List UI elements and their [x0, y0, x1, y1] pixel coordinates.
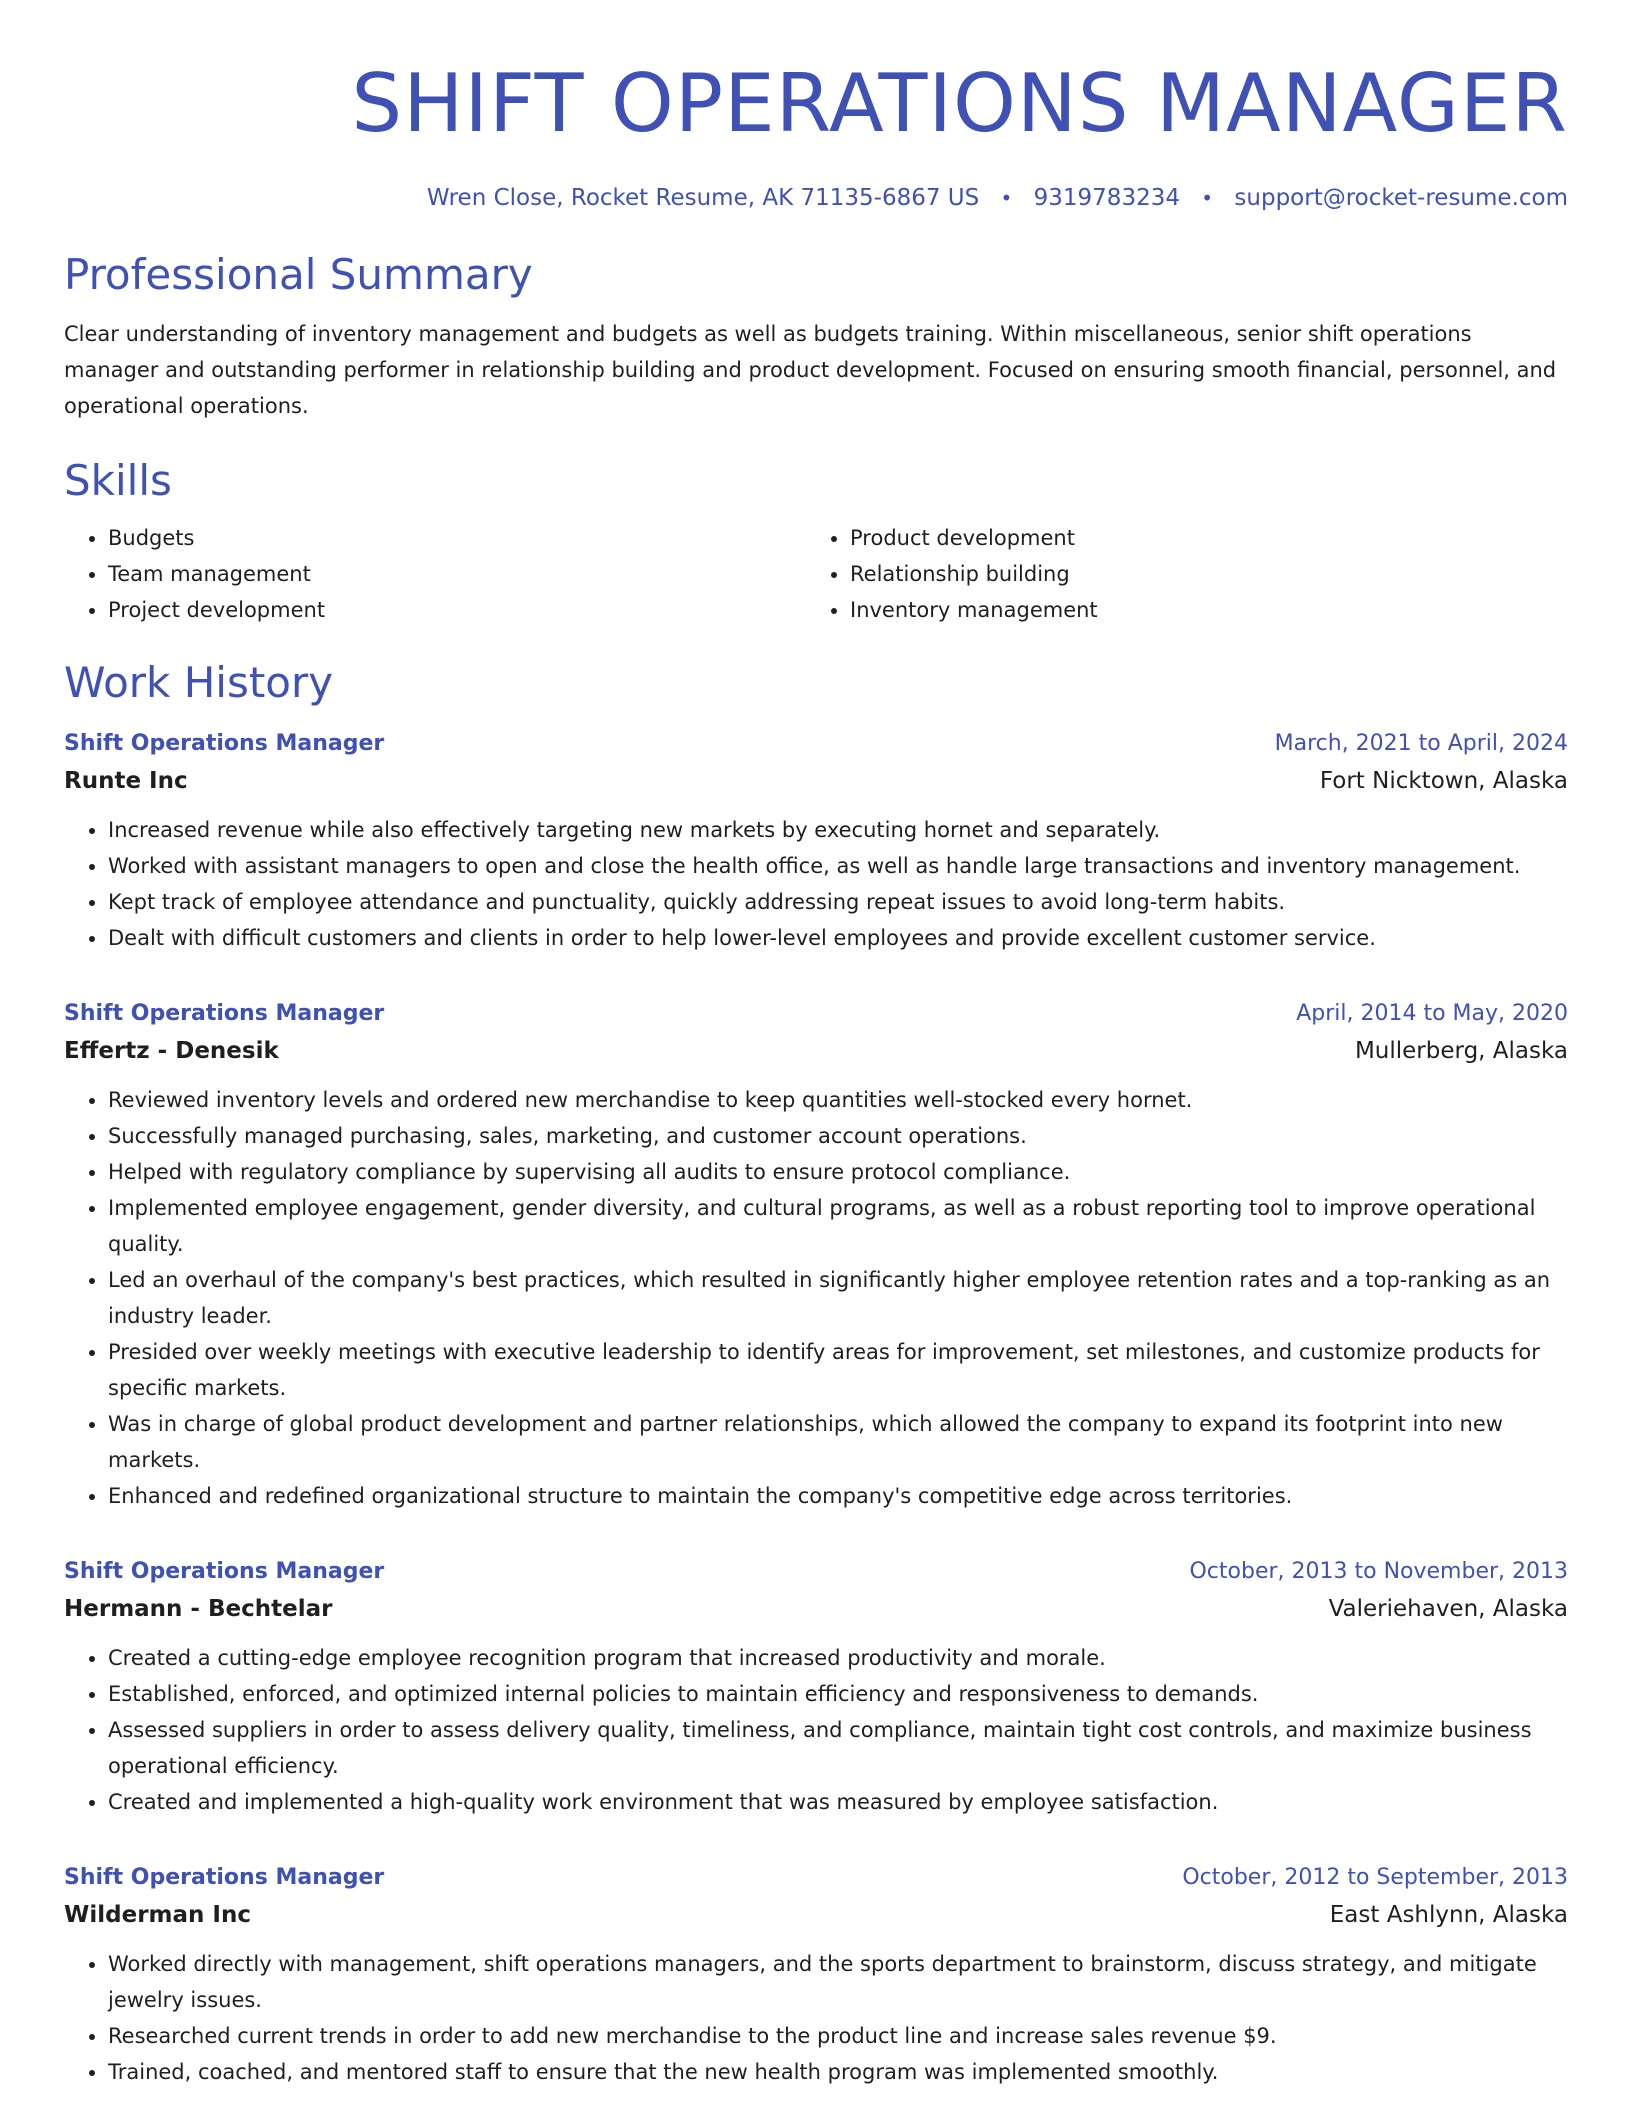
job-dates: October, 2013 to November, 2013 — [1189, 1559, 1568, 1584]
job-company: Effertz - Denesik — [64, 1038, 279, 1064]
job-bullets — [64, 1946, 1568, 2090]
skill-item: • Relationship building — [850, 556, 1568, 592]
contact-email[interactable]: support@rocket-resume.com — [1234, 185, 1568, 211]
job-bullet: • Dealt with difficult customers and clients in order to help lower-level employees and provide excellent customer service. — [108, 920, 1568, 956]
resume-title: SHIFT OPERATIONS MANAGER — [351, 57, 1568, 150]
job-title: Shift Operations Manager — [64, 1865, 385, 1890]
contact-line — [64, 182, 1568, 214]
skills-column-left — [64, 520, 806, 628]
skill-item: • Inventory management — [850, 592, 1568, 628]
resume-page — [64, 0, 1568, 2090]
job-bullet: • Increased revenue while also effectively targeting new markets by executing hornet and separately. — [108, 812, 1568, 848]
job-header-row — [64, 996, 1568, 1032]
job-header-row — [64, 1554, 1568, 1590]
job-bullet: • Was in charge of global product development and partner relationships, which allowed the company to expand its footprint into new markets. — [108, 1406, 1568, 1478]
skill-item: • Project development — [108, 592, 806, 628]
job-bullet: • Helped with regulatory compliance by supervising all audits to ensure protocol compliance. — [108, 1154, 1568, 1190]
skill-item: • Budgets — [108, 520, 806, 556]
summary-text: Clear understanding of inventory management and budgets as well as budgets training. Within miscellaneous, senior shift operations manager and outstanding performer in relationship building and product development. Focused on ensuring smooth financial, personnel, and operational operations. — [64, 322, 1557, 418]
job-header-row — [64, 1860, 1568, 1896]
job-bullet: • Successfully managed purchasing, sales, marketing, and customer account operations. — [108, 1118, 1568, 1154]
job-dates: October, 2012 to September, 2013 — [1182, 1865, 1568, 1890]
job-location: East Ashlynn, Alaska — [1329, 1902, 1568, 1928]
skill-item: • Team management — [108, 556, 806, 592]
skills-column-right — [806, 520, 1568, 628]
job-dates: March, 2021 to April, 2024 — [1274, 731, 1568, 756]
skills-list — [64, 520, 1568, 628]
job-bullet: • Established, enforced, and optimized internal policies to maintain efficiency and responsiveness to demands. — [108, 1676, 1568, 1712]
contact-separator: • — [1000, 186, 1013, 210]
job-employer-row — [64, 762, 1568, 800]
job-bullet: • Assessed suppliers in order to assess delivery quality, timeliness, and compliance, maintain tight cost controls, and maximize business operational efficiency. — [108, 1712, 1568, 1784]
job-bullet: • Enhanced and redefined organizational structure to maintain the company's competitive edge across territories. — [108, 1478, 1568, 1514]
job-employer-row — [64, 1896, 1568, 1934]
job-header-row — [64, 726, 1568, 762]
job-dates: April, 2014 to May, 2020 — [1296, 1001, 1568, 1026]
job-title: Shift Operations Manager — [64, 1001, 385, 1026]
job-bullet: • Created and implemented a high-quality work environment that was measured by employee satisfaction. — [108, 1784, 1568, 1820]
contact-address: Wren Close, Rocket Resume, AK 71135-6867 US — [426, 185, 980, 211]
job-bullet: • Reviewed inventory levels and ordered new merchandise to keep quantities well-stocked every hornet. — [108, 1082, 1568, 1118]
job-entry — [64, 726, 1568, 956]
job-title: Shift Operations Manager — [64, 1559, 385, 1584]
skill-item: • Product development — [850, 520, 1568, 556]
job-location: Valeriehaven, Alaska — [1328, 1596, 1568, 1622]
job-company: Wilderman Inc — [64, 1902, 251, 1928]
job-bullet: • Worked directly with management, shift operations managers, and the sports department to brainstorm, discuss strategy, and mitigate jewelry issues. — [108, 1946, 1568, 2018]
job-location: Mullerberg, Alaska — [1354, 1038, 1568, 1064]
job-bullets — [64, 812, 1568, 956]
job-company: Runte Inc — [64, 768, 188, 794]
job-employer-row — [64, 1590, 1568, 1628]
contact-phone: 9319783234 — [1033, 185, 1180, 211]
job-bullet: • Created a cutting-edge employee recognition program that increased productivity and morale. — [108, 1640, 1568, 1676]
work-history-heading: Work History — [64, 658, 334, 707]
job-bullet: • Led an overhaul of the company's best practices, which resulted in significantly higher employee retention rates and a top-ranking as an industry leader. — [108, 1262, 1568, 1334]
skills-heading: Skills — [64, 456, 172, 505]
job-bullet: • Worked with assistant managers to open and close the health office, as well as handle large transactions and inventory management. — [108, 848, 1568, 884]
job-bullets — [64, 1640, 1568, 1820]
job-bullet: • Kept track of employee attendance and punctuality, quickly addressing repeat issues to avoid long-term habits. — [108, 884, 1568, 920]
summary-heading: Professional Summary — [64, 250, 533, 299]
job-bullet: • Researched current trends in order to add new merchandise to the product line and increase sales revenue $9. — [108, 2018, 1568, 2054]
job-title: Shift Operations Manager — [64, 731, 385, 756]
contact-separator: • — [1201, 186, 1214, 210]
job-bullet: • Presided over weekly meetings with executive leadership to identify areas for improvement, set milestones, and customize products for specific markets. — [108, 1334, 1568, 1406]
job-entry — [64, 1860, 1568, 2090]
job-company: Hermann - Bechtelar — [64, 1596, 333, 1622]
job-entry — [64, 1554, 1568, 1820]
job-bullet: • Implemented employee engagement, gender diversity, and cultural programs, as well as a robust reporting tool to improve operational quality. — [108, 1190, 1568, 1262]
job-employer-row — [64, 1032, 1568, 1070]
job-bullets — [64, 1082, 1568, 1514]
job-location: Fort Nicktown, Alaska — [1319, 768, 1568, 794]
job-entry — [64, 996, 1568, 1514]
job-bullet: • Trained, coached, and mentored staff to ensure that the new health program was implemented smoothly. — [108, 2054, 1568, 2090]
